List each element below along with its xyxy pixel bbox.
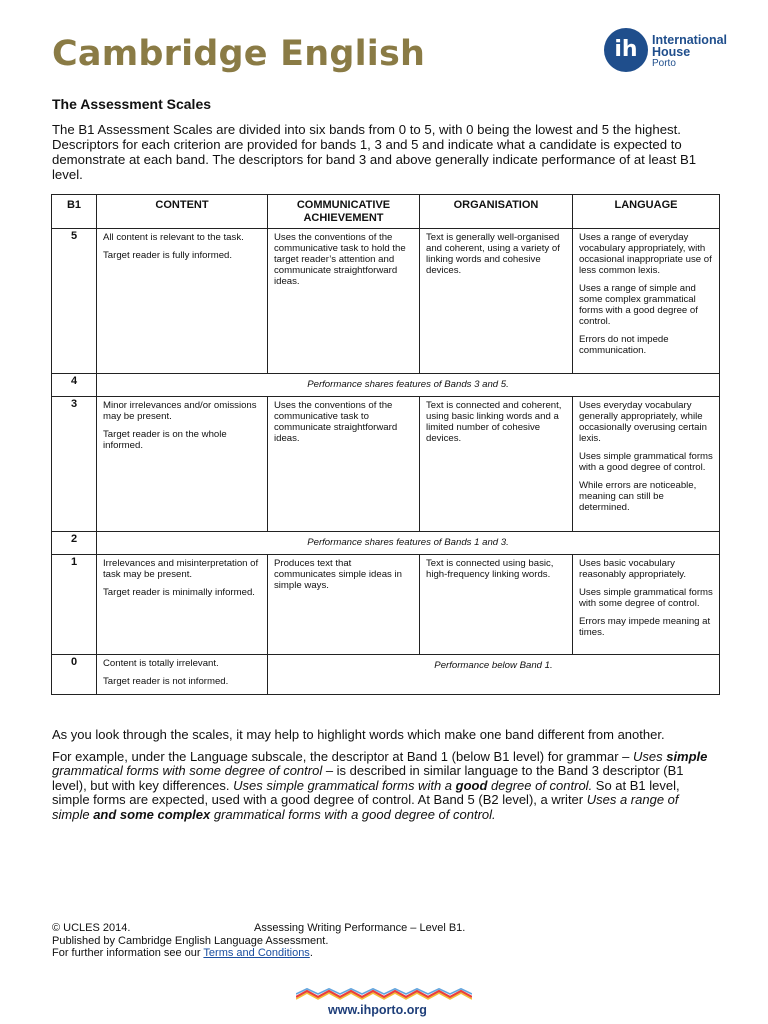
assessment-table	[51, 194, 720, 695]
ih-logo	[604, 28, 744, 72]
content-text: Target reader is not informed.	[103, 676, 229, 687]
band-number: 3	[52, 397, 97, 532]
explanation-paragraph-2	[52, 750, 716, 823]
band-summary: Performance shares features of Bands 1 and 3.	[97, 532, 720, 555]
text-run: So at B1 level, simple forms are expected, used with a good degree of control. At Band 5 (B2 level), a writer	[52, 777, 680, 807]
band-number: 4	[52, 374, 97, 397]
intro-paragraph: The B1 Assessment Scales are divided into six bands from 0 to 5, with 0 being the lowest and 5 the highest. Descriptors for each criterion are provided for bands 1, 3 and 5 and indicate what a candidate is expected to demonstrate at each band. The descriptors for band 3 and above generally indicate performance of at least B1 level.	[52, 122, 697, 182]
emphasis-text: simple	[666, 748, 708, 764]
language-text: Errors do not impede communication.	[579, 334, 669, 356]
explanation-paragraph-1: As you look through the scales, it may help to highlight words which make one band different from another.	[52, 727, 665, 742]
content-text: Content is totally irrelevant.	[103, 658, 219, 669]
brand-title: Cambridge English	[52, 34, 426, 74]
footer-title: Assessing Writing Performance – Level B1.	[254, 922, 466, 934]
communicative-cell: Uses the conventions of the communicative task to hold the target reader’s attention and communicate straightforward ideas.	[268, 229, 420, 374]
language-text: Uses simple grammatical forms with some degree of control.	[579, 587, 713, 609]
period: .	[309, 947, 313, 959]
table-row-band0	[52, 655, 720, 695]
emphasis-text: good	[455, 777, 488, 793]
further-text: For further information see our	[52, 947, 204, 959]
language-cell	[573, 555, 720, 655]
band-number: 1	[52, 555, 97, 655]
language-text: Uses a range of simple and some complex grammatical forms with a good degree of control.	[579, 283, 698, 327]
terms-link[interactable]: Terms and Conditions	[203, 947, 310, 959]
language-cell	[573, 229, 720, 374]
language-cell	[573, 397, 720, 532]
header-communicative: COMMUNICATIVE ACHIEVEMENT	[268, 195, 420, 229]
organisation-cell: Text is generally well-organised and coherent, using a variety of linking words and cohesive devices.	[420, 229, 573, 374]
text-run: Uses simple grammatical forms with a	[233, 777, 456, 793]
text-run: Uses	[632, 748, 667, 764]
table-row-band3	[52, 397, 720, 532]
table-row-band1	[52, 555, 720, 655]
content-text: Target reader is minimally informed.	[103, 587, 255, 598]
language-text: Uses everyday vocabulary generally appropriately, while occasionally overusing certain lexis.	[579, 400, 707, 444]
text-run: – is described in similar language to the Band 3 descriptor (B1 level), but with key differences.	[52, 763, 684, 793]
organisation-cell: Text is connected using basic, high-frequency linking words.	[420, 555, 573, 655]
content-text: Target reader is fully informed.	[103, 250, 233, 261]
explanation-text	[52, 728, 716, 829]
content-cell	[97, 397, 268, 532]
language-text: Uses simple grammatical forms with a good degree of control.	[579, 451, 713, 473]
band-number: 2	[52, 532, 97, 555]
band-summary: Performance below Band 1.	[268, 655, 720, 695]
logo-line-2: House	[652, 45, 691, 59]
emphasis-text: and some complex	[93, 806, 211, 822]
header-organisation: ORGANISATION	[420, 195, 573, 229]
section-title: The Assessment Scales	[52, 96, 212, 112]
content-cell	[97, 655, 268, 695]
content-text: Minor irrelevances and/or omissions may be present.	[103, 400, 257, 422]
site-url[interactable]: www.ihporto.org	[328, 1003, 427, 1017]
band-number: 5	[52, 229, 97, 374]
content-text: Irrelevances and misinterpretation of task may be present.	[103, 558, 259, 580]
table-header-row	[52, 195, 720, 229]
copyright: © UCLES 2014.	[52, 922, 131, 934]
ih-logo-icon: ih	[604, 28, 648, 72]
table-row-band4	[52, 374, 720, 397]
language-text: While errors are noticeable, meaning can still be determined.	[579, 480, 697, 513]
language-text: Uses a range of everyday vocabulary appropriately, with occasional inappropriate use of less common lexis.	[579, 232, 712, 276]
footer	[52, 922, 466, 960]
band-summary: Performance shares features of Bands 3 and 5.	[97, 374, 720, 397]
text-run: grammatical forms with a good degree of control.	[210, 806, 496, 822]
logo-line-1: International	[652, 33, 728, 47]
communicative-cell: Uses the conventions of the communicative task to communicate straightforward ideas.	[268, 397, 420, 532]
wave-decoration-icon	[296, 988, 472, 1000]
header-content: CONTENT	[97, 195, 268, 229]
logo-line-3: Porto	[652, 58, 676, 69]
organisation-cell: Text is connected and coherent, using basic linking words and a limited number of cohesive devices.	[420, 397, 573, 532]
text-run: For example, under the Language subscale, the descriptor at Band 1 (below B1 level) for grammar –	[52, 748, 633, 764]
language-text: Errors may impede meaning at times.	[579, 616, 711, 638]
communicative-cell: Produces text that communicates simple ideas in simple ways.	[268, 555, 420, 655]
language-text: Uses basic vocabulary reasonably appropriately.	[579, 558, 687, 580]
content-text: Target reader is on the whole informed.	[103, 429, 227, 451]
header-language: LANGUAGE	[573, 195, 720, 229]
logo-text	[652, 34, 727, 70]
content-text: All content is relevant to the task.	[103, 232, 244, 243]
text-run: Uses a range of simple	[52, 792, 679, 822]
further-info	[52, 947, 328, 960]
header-level: B1	[52, 195, 97, 229]
table-row-band5	[52, 229, 720, 374]
publisher: Published by Cambridge English Language Assessment.	[52, 934, 329, 947]
text-run: degree of control.	[487, 777, 593, 793]
text-run: grammatical forms with some degree of control	[52, 763, 323, 778]
table-row-band2	[52, 532, 720, 555]
content-cell	[97, 229, 268, 374]
content-cell	[97, 555, 268, 655]
band-number: 0	[52, 655, 97, 695]
